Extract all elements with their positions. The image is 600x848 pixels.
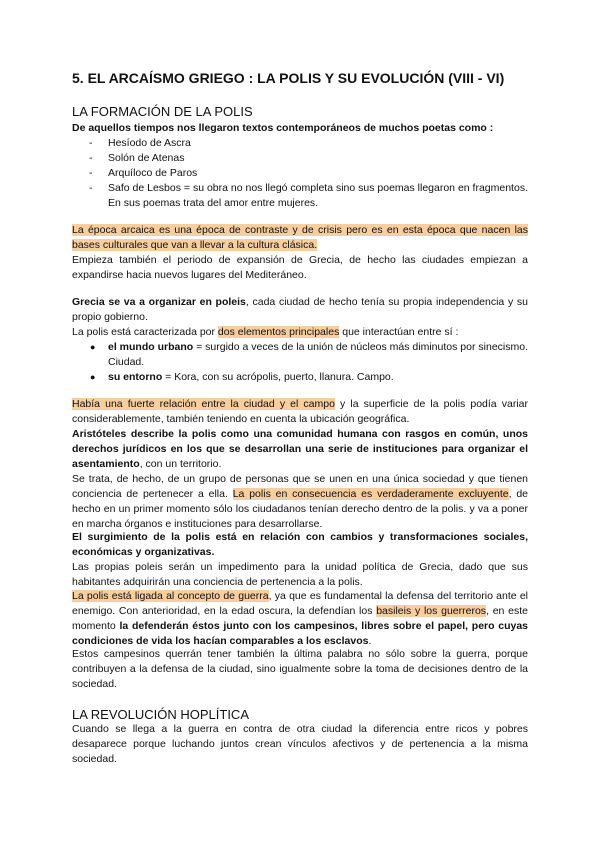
paragraph-elementos	[72, 325, 528, 340]
bold-text: El surgimiento de la polis está en relación con cambios y transformaciones sociales, económicas y organizativas.	[72, 531, 528, 558]
section-heading-hoplitica: LA REVOLUCIÓN HOPLÍTICA	[72, 707, 249, 722]
poets-intro	[72, 121, 528, 136]
bullet-marker: ●	[90, 342, 96, 352]
paragraph-ciudad-campo	[72, 397, 528, 427]
text: y la superficie de la polis podía variar considerablemente, también teniendo en cuenta la ubicación geográfica.	[72, 398, 528, 425]
text: , cada ciudad de hecho tenía su propia independencia y su propio gobierno.	[72, 296, 528, 323]
page-title: 5. EL ARCAÍSMO GRIEGO : LA POLIS Y SU EVOLUCIÓN (VIII - VI)	[72, 70, 505, 86]
highlight: Había una fuerte relación entre la ciudad y el campo	[72, 398, 335, 410]
text: que interactúan entre sí :	[339, 326, 459, 338]
paragraph-surgimiento	[72, 530, 528, 560]
text: Empieza también el periodo de expansión de Grecia, de hecho las ciudades empiezan a expandirse hacia nuevos lugares del Mediteráneo.	[72, 254, 528, 281]
paragraph-aristoteles	[72, 427, 528, 472]
paragraph-campesinos: Estos campesinos querrán tener también la última palabra no sólo sobre la guerra, porque contribuyen a la defensa de la ciudad, sino igualmente sobre la toma de decisiones dentro de la sociedad.	[72, 648, 528, 690]
poets-intro-text: De aquellos tiempos nos llegaron textos contemporáneos de muchos poetas como :	[72, 122, 494, 134]
text: , con un territorio.	[139, 458, 222, 470]
dash-marker: -	[89, 182, 93, 194]
highlight: La polis está ligada al concepto de guerra	[72, 590, 269, 602]
poet-safo: Safo de Lesbos = su obra no nos llegó completa sino sus poemas llegaron en fragmentos. En sus poemas trata del amor entre mujeres.	[108, 182, 528, 209]
highlight: La época arcaica es una época de contraste y de crisis pero es en esta época que nacen las bases culturales que van a llevar a la cultura clásica.	[72, 224, 528, 251]
dash-marker: -	[89, 167, 93, 179]
text: La polis está caracterizada por	[72, 326, 218, 338]
poet-name: Arquíloco de Paros	[108, 167, 198, 179]
poet-name: Solón de Atenas	[108, 152, 185, 164]
poet-name: Hesíodo de Ascra	[108, 137, 191, 149]
text: , de hecho en un primer momento sólo los ciudadanos tenían derecho dentro de la polis. y va a poner en marcha órganos e instituciones para desarrollarse.	[72, 488, 528, 530]
text: .	[368, 635, 372, 647]
text: = Kora, con su acrópolis, puerto, llanura. Campo.	[162, 371, 394, 383]
dash-marker: -	[89, 152, 93, 164]
dash-marker: -	[89, 137, 93, 149]
paragraph-excluyente	[72, 472, 528, 532]
paragraph-epoca-arcaica	[72, 223, 528, 283]
bold-text: su entorno	[108, 371, 163, 383]
text: , ya que es fundamental la defensa del territorio ante el enemigo. Con anterioridad, en la edad oscura, la defendían los	[72, 590, 528, 617]
bold-text: el mundo urbano	[108, 341, 194, 353]
paragraph-impedimento: Las propias poleis serán un impedimento para la unidad política de Grecia, dado que sus habitantes adquirirán una conciencia de pertenencia a la polis.	[72, 561, 528, 588]
bold-text: Aristóteles describe la polis como una comunidad humana con rasgos en común, unos derechos jurídicos en los que se desarrollan una serie de instituciones para organizar el asentamiento	[72, 428, 528, 470]
text: = surgido a veces de la unión de núcleos más diminutos por sinecismo. Ciudad.	[108, 341, 528, 368]
bold-text: Grecia se va a organizar en poleis	[72, 296, 246, 308]
text: Se trata, de hecho, de un grupo de personas que se unen en una única sociedad y que tienen conciencia de pertenecer a ella.	[72, 473, 528, 500]
highlight: La polis en consecuencia es verdaderamente excluyente	[232, 488, 509, 500]
highlight: dos elementos principales	[217, 326, 340, 338]
paragraph-guerra	[72, 589, 528, 649]
bullet-marker: ●	[90, 372, 96, 382]
paragraph-poleis	[72, 295, 528, 325]
highlight: basileis y los guerreros	[376, 605, 487, 617]
section-heading-formacion: LA FORMACIÓN DE LA POLIS	[72, 104, 253, 119]
paragraph-hoplitas: Cuando se llega a la guerra en contra de otra ciudad la diferencia entre ricos y pobres desaparece porque luchando juntos crean vínculos afectivos y de pertenencia a la misma sociedad.	[72, 723, 528, 765]
bold-text: la defenderán éstos junto con los campesinos, libres sobre el papel, pero cuyas condiciones de vida los hacían comparables a los esclavos	[72, 620, 529, 647]
text: , en este momento	[72, 605, 528, 632]
